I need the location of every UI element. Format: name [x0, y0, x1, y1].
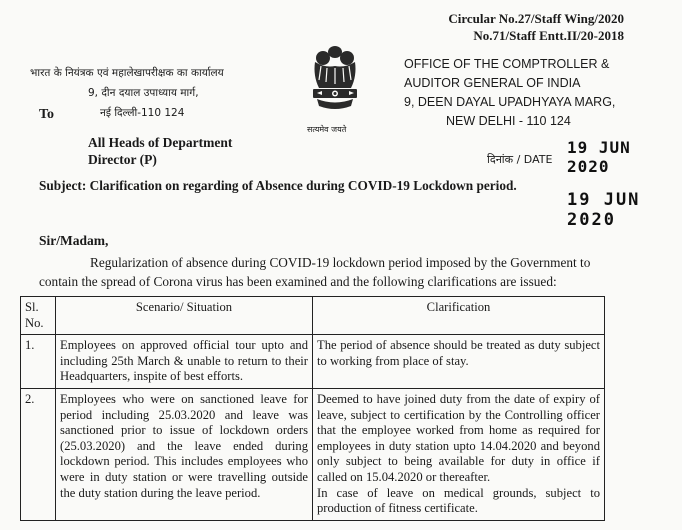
row-2-scenario: Employees who were on sanctioned leave for period including 25.03.2020 and leave was sanctioned prior to issue of lockdown orders (25.03.2020) and the leave ended during lockdown period. This includes employees who were in duty station or were travelling outside the duty station during the leave period. [56, 388, 313, 520]
header-scenario: Scenario/ Situation [56, 297, 313, 335]
lion-capital-icon [299, 42, 371, 124]
recipient-line-1: All Heads of Department [88, 135, 233, 150]
office-line-4: NEW DELHI - 110 124 [446, 114, 571, 128]
date-stamp-bottom: 19 JUN 2020 [567, 190, 641, 230]
row-2-clarification: Deemed to have joined duty from the date of expiry of leave, subject to certification by the Controlling officer that the employee worked from home as required for employees in duty station upto 14.04.2020 and beyond only subject to being available for duty in office if called on 15.04.2020 or thereafter. [317, 391, 600, 484]
office-line-2: AUDITOR GENERAL OF INDIA [404, 76, 581, 90]
subject-line: Subject: Clarification on regarding of Absence during COVID-19 Lockdown period. [39, 178, 517, 193]
clarification-table [20, 296, 605, 521]
intro-line-1: Regularization of absence during COVID-19 lockdown period imposed by the Government to [90, 255, 591, 270]
date-label: दिनांक / DATE [487, 153, 553, 166]
national-emblem [299, 42, 371, 134]
row-1-scenario: Employees on approved official tour upto and including 25th March & unable to return to their Headquarters, inspite of best efforts. [56, 335, 313, 389]
circular-number-1: Circular No.27/Staff Wing/2020 [448, 11, 624, 26]
row-2-clarification-cell [313, 388, 605, 520]
intro-line-2: contain the spread of Corona virus has been examined and the following clarifications are issued: [39, 274, 557, 289]
emblem-motto: सत्यमेव जयते [307, 125, 347, 134]
table-row [21, 388, 605, 520]
hindi-address-line-1: भारत के नियंत्रक एवं महालेखापरीक्षक का कार्यालय [30, 67, 224, 79]
table-header-row [21, 297, 605, 335]
hindi-address-line-3: नई दिल्ली-110 124 [100, 107, 185, 119]
header-clarification: Clarification [313, 297, 605, 335]
row-2-sl: 2. [21, 388, 56, 520]
salutation: Sir/Madam, [39, 233, 109, 248]
office-line-1: OFFICE OF THE COMPTROLLER & [404, 57, 610, 71]
circular-number-2: No.71/Staff Entt.II/20-2018 [473, 28, 624, 43]
row-1-sl: 1. [21, 335, 56, 389]
to-label: To [39, 107, 55, 122]
row-1-clarification: The period of absence should be treated as duty subject to working from place of stay. [313, 335, 605, 389]
header-sl-no: Sl. No. [21, 297, 56, 335]
hindi-address-line-2: 9, दीन दयाल उपाध्याय मार्ग, [88, 87, 199, 99]
office-line-3: 9, DEEN DAYAL UPADHYAYA MARG, [404, 95, 616, 109]
table-row [21, 335, 605, 389]
recipient-line-2: Director (P) [88, 152, 157, 167]
row-2-clarification-medical: In case of leave on medical grounds, subject to production of fitness certificate. [317, 485, 600, 516]
date-stamp-top: 19 JUN 2020 [567, 138, 631, 176]
